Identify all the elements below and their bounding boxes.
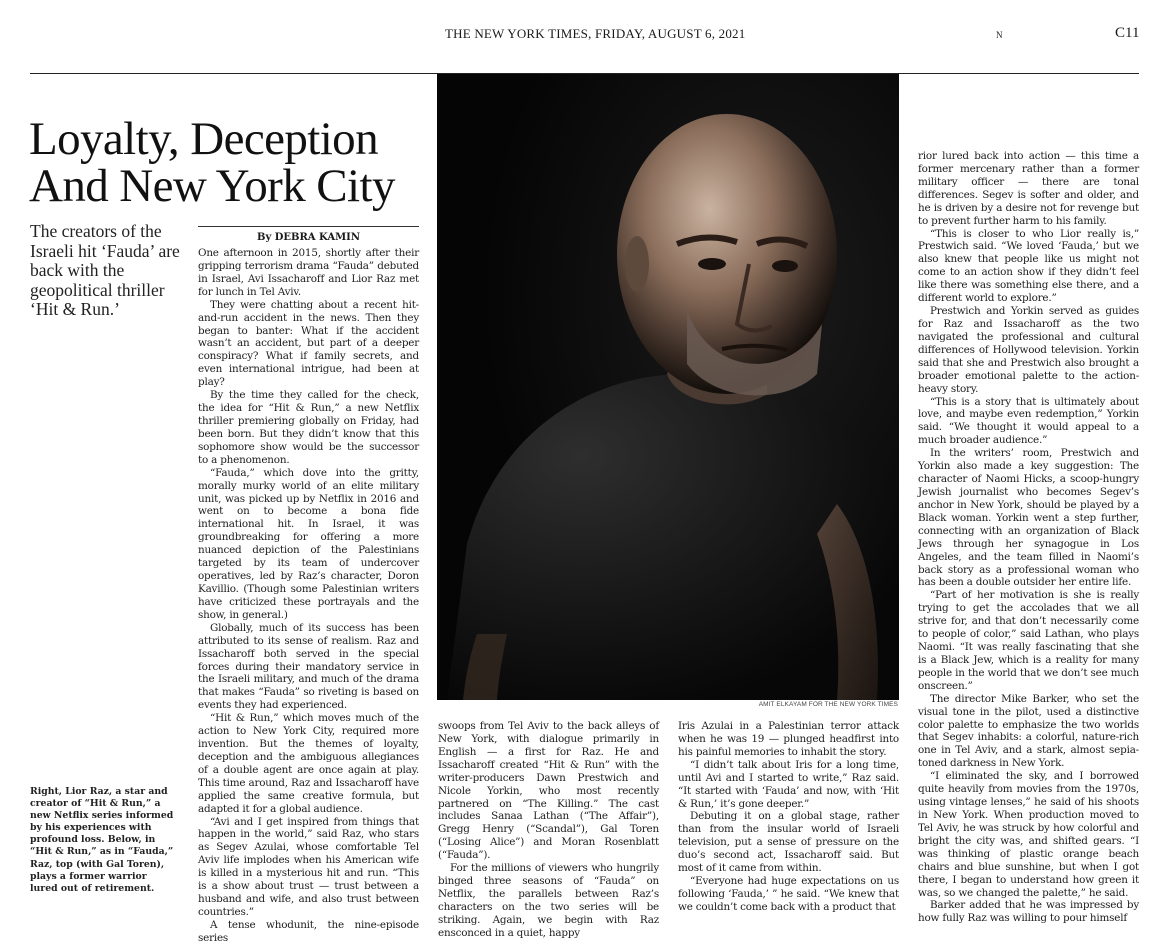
paragraph: “This is closer to who Lior really is,” Prestwich said. “We loved ‘Fauda,’ but we also knew that people like us might not come to an action show if they didn’t feel like there was something else there, and a different world to explore.”: [918, 227, 1139, 305]
byline-rule: [198, 226, 419, 227]
article-column-4: [918, 150, 1139, 925]
edition-marker: N: [996, 30, 1003, 40]
paragraph: “Hit & Run,” which moves much of the action to New York City, required more invention. But the themes of loyalty, deception and the ambiguous allegiances of a double agent are once again at play. This time around, Raz and Issacharoff have applied the same creative formula, but adapted it for a global audience.: [198, 712, 419, 815]
paragraph: Globally, much of its success has been attributed to its sense of realism. Raz and Issacharoff both served in the special forces during their mandatory service in the Israeli military, and much of the drama that makes “Fauda” so riveting is based on events they had experienced.: [198, 621, 419, 712]
deck-subheadline: The creators of the Israeli hit ‘Fauda’ are back with the geopolitical thriller ‘Hit & Run.’: [30, 221, 180, 319]
photo-caption: Right, Lior Raz, a star and creator of “Hit & Run,” a new Netflix series informed by his experiences with profound loss. Below, in “Hit & Run,” as in “Fauda,” Raz, top (with Gal Toren), plays a former warrior lured out of retirement.: [30, 786, 174, 894]
paragraph: “I didn’t talk about Iris for a long time, until Avi and I started to write,” Raz said. “It started with ‘Fauda’ and now, with ‘Hit & Run,’ it’s gone deeper.”: [678, 758, 899, 810]
paragraph: A tense whodunit, the nine-episode series: [198, 918, 419, 944]
paragraph: “I eliminated the sky, and I borrowed quite heavily from movies from the 1970s, using vintage lenses,” he said of his shoots in New York. When production moved to Tel Aviv, he was struck by how colorful and bright the city was, and shifted gears. “I was thinking of plastic orange beach chairs and blue sunshine, but when I got there, I began to understand how green it was, so we changed the palette,” he said.: [918, 770, 1139, 899]
article-column-3: [678, 720, 899, 913]
paragraph: For the millions of viewers who hungrily binged three seasons of “Fauda” on Netflix, the parallels between Raz’s characters on the two series will be striking. Again, we begin with Raz ensconced in a quiet, happy: [438, 862, 659, 939]
portrait-illustration: [437, 74, 899, 700]
masthead-title: THE NEW YORK TIMES, FRIDAY, AUGUST 6, 2021: [445, 26, 746, 41]
photo-credit: AMIT ELKAYAM FOR THE NEW YORK TIMES: [758, 701, 898, 708]
page-number: C11: [1115, 25, 1140, 41]
paragraph: “Fauda,” which dove into the gritty, morally murky world of an elite military unit, was picked up by Netflix in 2016 and went on to become a bona fide international hit. In Israel, it was groundbreaking for offering a more nuanced depiction of the Palestinians targeted by its team of undercover operatives, led by Raz’s character, Doron Kavillio. (Though some Palestinian writers have criticized these portrayals and the show, in general.): [198, 466, 419, 621]
lead-photo: [437, 74, 899, 700]
paragraph: rior lured back into action — this time a former mercenary rather than a former military officer — there are tonal differences. Segev is softer and older, and he is driven by a desire not for revenge but to prevent further harm to his family.: [918, 150, 1139, 227]
article-column-2: [438, 720, 659, 939]
paragraph: Prestwich and Yorkin served as guides for Raz and Issacharoff as the two navigated the professional and cultural differences of Hollywood television. Yorkin said that she and Prestwich also brought a broader emotional palette to the action-heavy story.: [918, 305, 1139, 395]
paragraph: Barker added that he was impressed by how fully Raz was willing to pour himself: [918, 899, 1139, 925]
paragraph: swoops from Tel Aviv to the back alleys of New York, with dialogue primarily in English — a first for Raz. He and Issacharoff created “Hit & Run” with the writer-producers Dawn Prestwich and Nicole Yorkin, who most recently partnered on “The Killing.” The cast includes Sanaa Lathan (“The Affair”), Gregg Henry (“Scandal”), Gal Toren (“Losing Alice”) and Moran Rosenblatt (“Fauda”).: [438, 720, 659, 862]
paragraph: They were chatting about a recent hit-and-run accident in the news. Then they began to banter: What if the accident wasn’t an accident, but part of a deeper conspiracy? What if family secrets, and even international intrigue, had been at play?: [198, 298, 419, 389]
paragraph: One afternoon in 2015, shortly after their gripping terrorism drama “Fauda” debuted in Israel, Avi Issacharoff and Lior Raz met for lunch in Tel Aviv.: [198, 247, 419, 298]
headline-line-1: Loyalty, Deception: [29, 113, 378, 165]
paragraph: The director Mike Barker, who set the visual tone in the pilot, used a distinctive color palette to emphasize the two worlds that Segev inhabits: a colorful, nature-rich one in Tel Aviv, and a stark, almost sepia-toned darkness in New York.: [918, 692, 1139, 770]
headline-line-2: And New York City: [29, 160, 395, 212]
paragraph: “Avi and I get inspired from things that happen in the world,” said Raz, who stars as Segev Azulai, whose comfortable Tel Aviv life implodes when his American wife is killed in a mysterious hit and run. “This is a show about trust — trust between a husband and wife, and also trust between countries.”: [198, 815, 419, 919]
headline: [29, 113, 429, 212]
paragraph: “This is a story that is ultimately about love, and maybe even redemption,” Yorkin said. “We thought it would appeal to a much broader audience.”: [918, 395, 1139, 447]
paragraph: Debuting it on a global stage, rather than from the insular world of Israeli television, put a sense of pressure on the duo’s second act, Issacharoff said. But most of it came from within.: [678, 810, 899, 875]
article-column-1: [198, 247, 419, 944]
byline: By DEBRA KAMIN: [257, 232, 360, 243]
paragraph: “Everyone had huge expectations on us following ‘Fauda,’ ” he said. “We knew that we couldn’t come back with a product that: [678, 875, 899, 913]
paragraph: “Part of her motivation is she is really trying to get the accolades that we all strive for, and that don’t necessarily come to people of color,” said Lathan, who plays Naomi. “It was really fascinating that she is a Black Jew, which is a reality for many people in the world that we don’t see much onscreen.”: [918, 589, 1139, 692]
paragraph: By the time they called for the check, the idea for “Hit & Run,” a new Netflix thriller premiering globally on Friday, had been born. But they didn’t know that this sophomore show would be the successor to a phenomenon.: [198, 389, 419, 466]
paragraph: Iris Azulai in a Palestinian terror attack when he was 19 — plunged headfirst into his painful memories to inhabit the story.: [678, 720, 899, 758]
paragraph: In the writers’ room, Prestwich and Yorkin also made a key suggestion: The character of Naomi Hicks, a scoop-hungry Jewish journalist who becomes Segev’s anchor in New York, should be played by a Black woman. Yorkin went a step further, connecting with an organization of Black Jews through her synagogue in Los Angeles, and the team filled in Naomi’s back story as a professional woman who has been a double outsider her entire life.: [918, 447, 1139, 589]
